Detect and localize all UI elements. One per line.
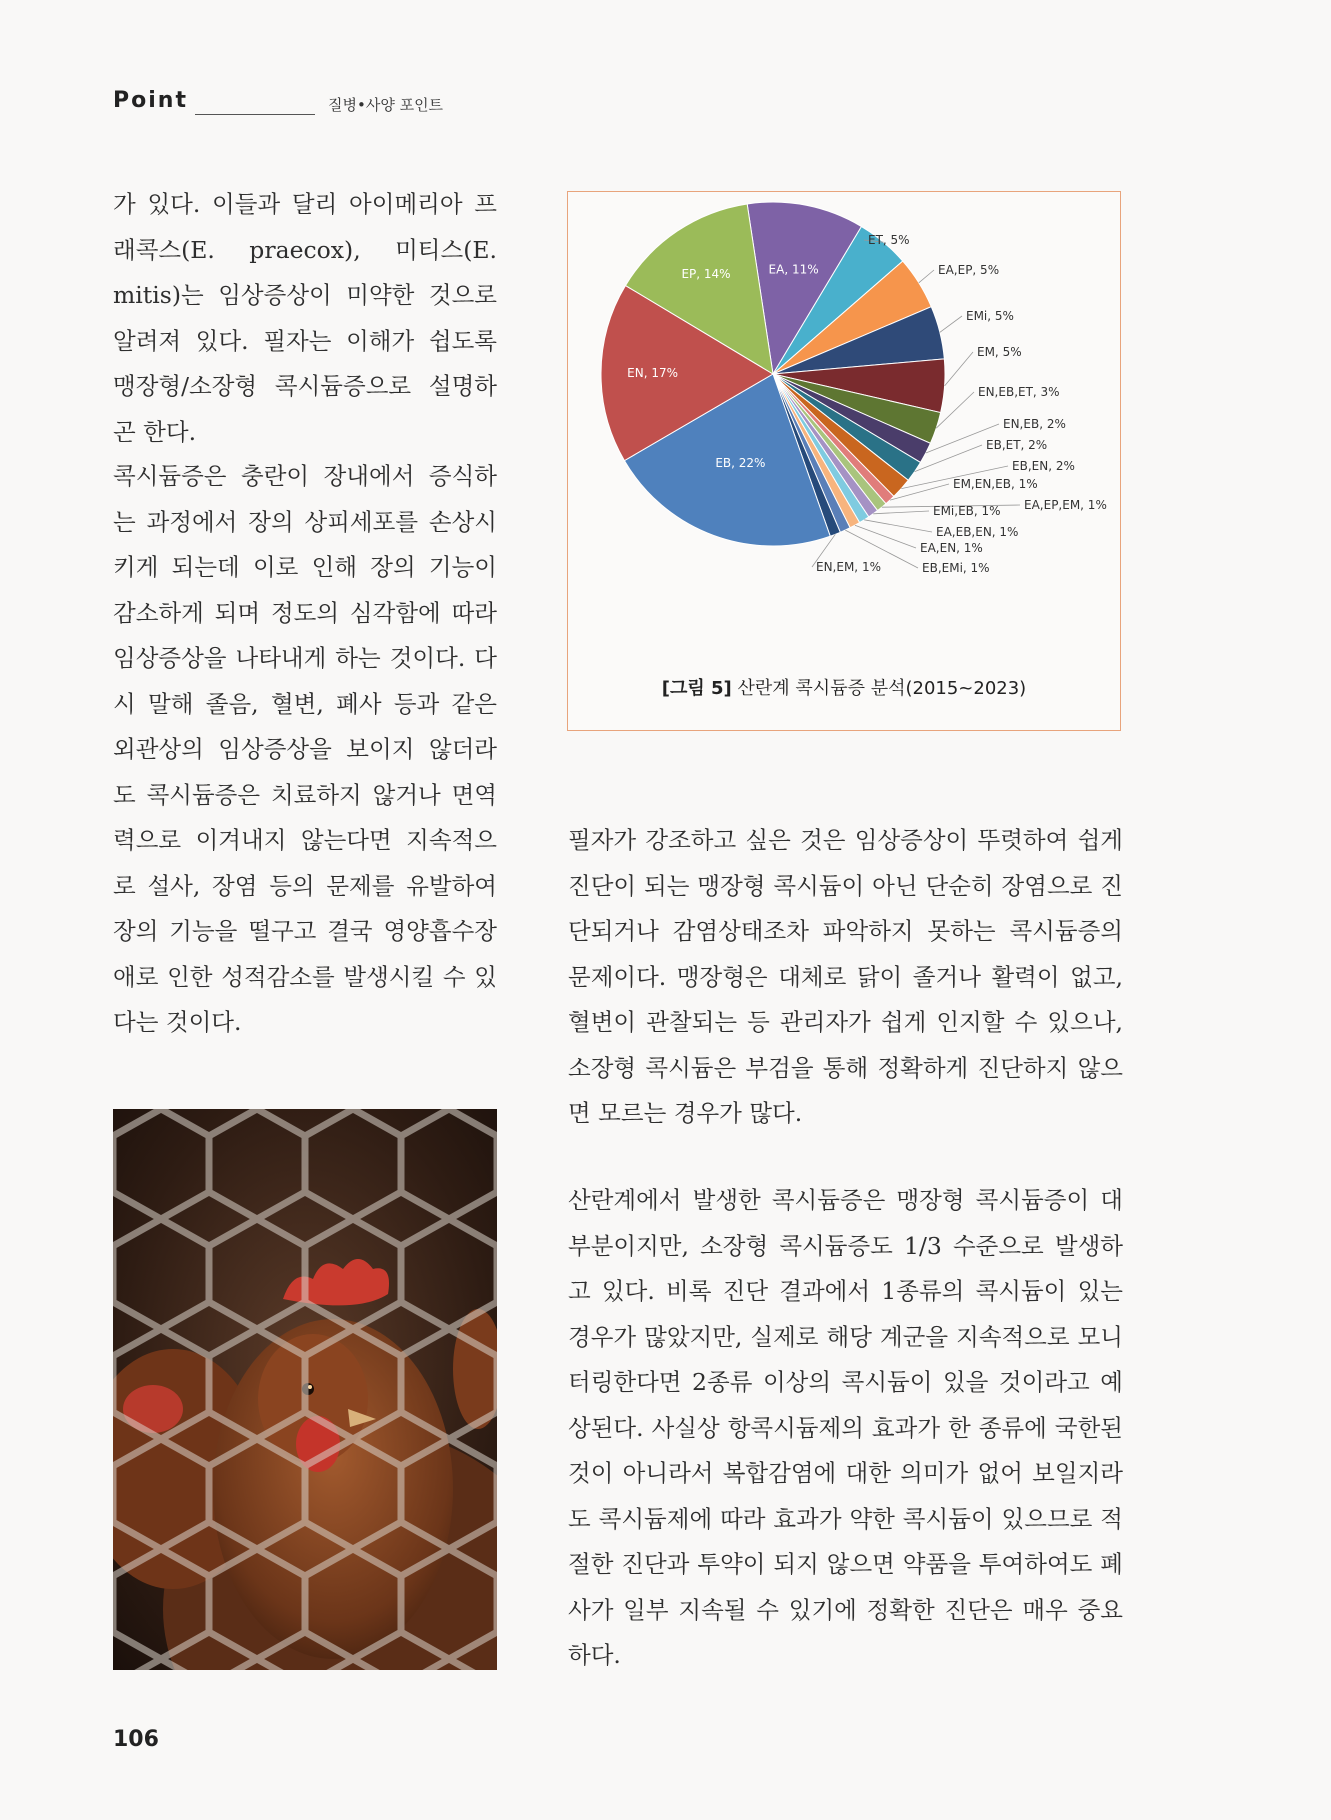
leader-line — [864, 520, 932, 532]
pie-slice-label: EB,EMi, 1% — [922, 561, 990, 575]
pie-slice-label: EN, 17% — [627, 366, 679, 381]
running-header — [113, 88, 513, 128]
header-rule — [195, 114, 315, 115]
hen-photo-icon — [113, 1109, 497, 1670]
section-title: Point — [113, 88, 188, 113]
pie-slice-label: EN,EB, 2% — [1003, 417, 1066, 431]
leader-line — [919, 270, 934, 283]
pie-slice-label: EA, 11% — [768, 262, 819, 277]
pie-chart — [568, 192, 1122, 732]
pie-slice-label: EMi,EB, 1% — [933, 504, 1001, 518]
pie-slice-label: EN,EM, 1% — [816, 560, 881, 574]
figure-5 — [567, 191, 1121, 731]
pie-slice-label: ET, 5% — [868, 233, 910, 247]
figure-label: [그림 5] — [661, 678, 732, 699]
body-paragraph-3: 필자가 강조하고 싶은 것은 임상증상이 뚜렷하여 쉽게 진단이 되는 맹장형 콕시듐이 아닌 단순히 장염으로 진단되거나 감염상태조차 파악하지 못하는 콕시듐증의 문제이다. 맹장형은 대체로 닭이 졸거나 활력이 없고, 혈변이 관찰되는 등 관리자가 쉽게 인지할 수 있으나, 소장형 콕시듐은 부검을 통해 정확하게 진단하지 않으면 모르는 경우가 많다. — [568, 826, 1123, 1127]
page-number: 106 — [113, 1727, 159, 1752]
pie-slice-label: EP, 14% — [681, 267, 731, 281]
pie-slice-label: EA,EP,EM, 1% — [1024, 498, 1107, 512]
leader-line — [945, 352, 973, 386]
leader-line — [940, 316, 962, 332]
pie-slice-label: EA,EP, 5% — [938, 263, 1000, 277]
pie-slice-label: EA,EB,EN, 1% — [936, 525, 1019, 539]
pie-slice-label: EB,ET, 2% — [986, 438, 1048, 452]
leader-line — [855, 525, 916, 548]
pie-slice-label: EB,EN, 2% — [1012, 459, 1075, 473]
body-paragraph-2: 콕시듐증은 충란이 장내에서 증식하는 과정에서 장의 상피세포를 손상시키게 되는데 이로 인해 장의 기능이 감소하게 되며 정도의 심각함에 따라 임상증상을 나타내게 하는 것이다. 다시 말해 졸음, 혈변, 폐사 등과 같은 외관상의 임상증상을 보이지 않더라도 콕시듐증은 치료하지 않거나 면역력으로 이겨내지 않는다면 지속적으로 설사, 장염 등의 문제를 유발하여 장의 기능을 떨구고 결국 영양흡수장애로 인한 성적감소를 발생시킬 수 있다는 것이다. — [113, 462, 497, 1036]
section-category: 질병•사양 포인트 — [328, 96, 444, 114]
pie-slice-label: EM, 5% — [977, 345, 1022, 359]
pie-slice-label: EB, 22% — [715, 455, 766, 470]
figure-title: 산란계 콕시듐증 분석(2015~2023) — [737, 678, 1027, 699]
pie-slice-label: EM,EN,EB, 1% — [953, 477, 1038, 491]
pie-slice-label: EMi, 5% — [966, 309, 1014, 323]
leader-line — [873, 511, 929, 514]
body-paragraph-4: 산란계에서 발생한 콕시듐증은 맹장형 콕시듐증이 대부분이지만, 소장형 콕시듐증도 1/3 수준으로 발생하고 있다. 비록 진단 결과에서 1종류의 콕시듐이 있는 경우가 많았지만, 실제로 해당 계군을 지속적으로 모니터링한다면 2종류 이상의 콕시듐이 있을 것이라고 예상된다. 사실상 항콕시듐제의 효과가 한 종류에 국한된 것이 아니라서 복합감염에 대한 의미가 없어 보일지라도 콕시듐제에 따라 효과가 약한 콕시듐이 있으므로 적절한 진단과 투약이 되지 않으면 약품을 투여하여도 폐사가 일부 지속될 수 있기에 정확한 진단은 매우 중요하다. — [568, 1186, 1123, 1669]
figure-caption — [568, 674, 1120, 700]
pie-slice-label: EA,EN, 1% — [920, 541, 983, 555]
body-paragraph-1: 가 있다. 이들과 달리 아이메리아 프래콕스(E. praecox), 미티스(E. mitis)는 임상증상이 미약한 것으로 알려져 있다. 필자는 이해가 쉽도록 맹장형/소장형 콕시듐증으로 설명하곤 한다. — [113, 190, 497, 446]
pie-slice-label: EN,EB,ET, 3% — [978, 385, 1060, 399]
